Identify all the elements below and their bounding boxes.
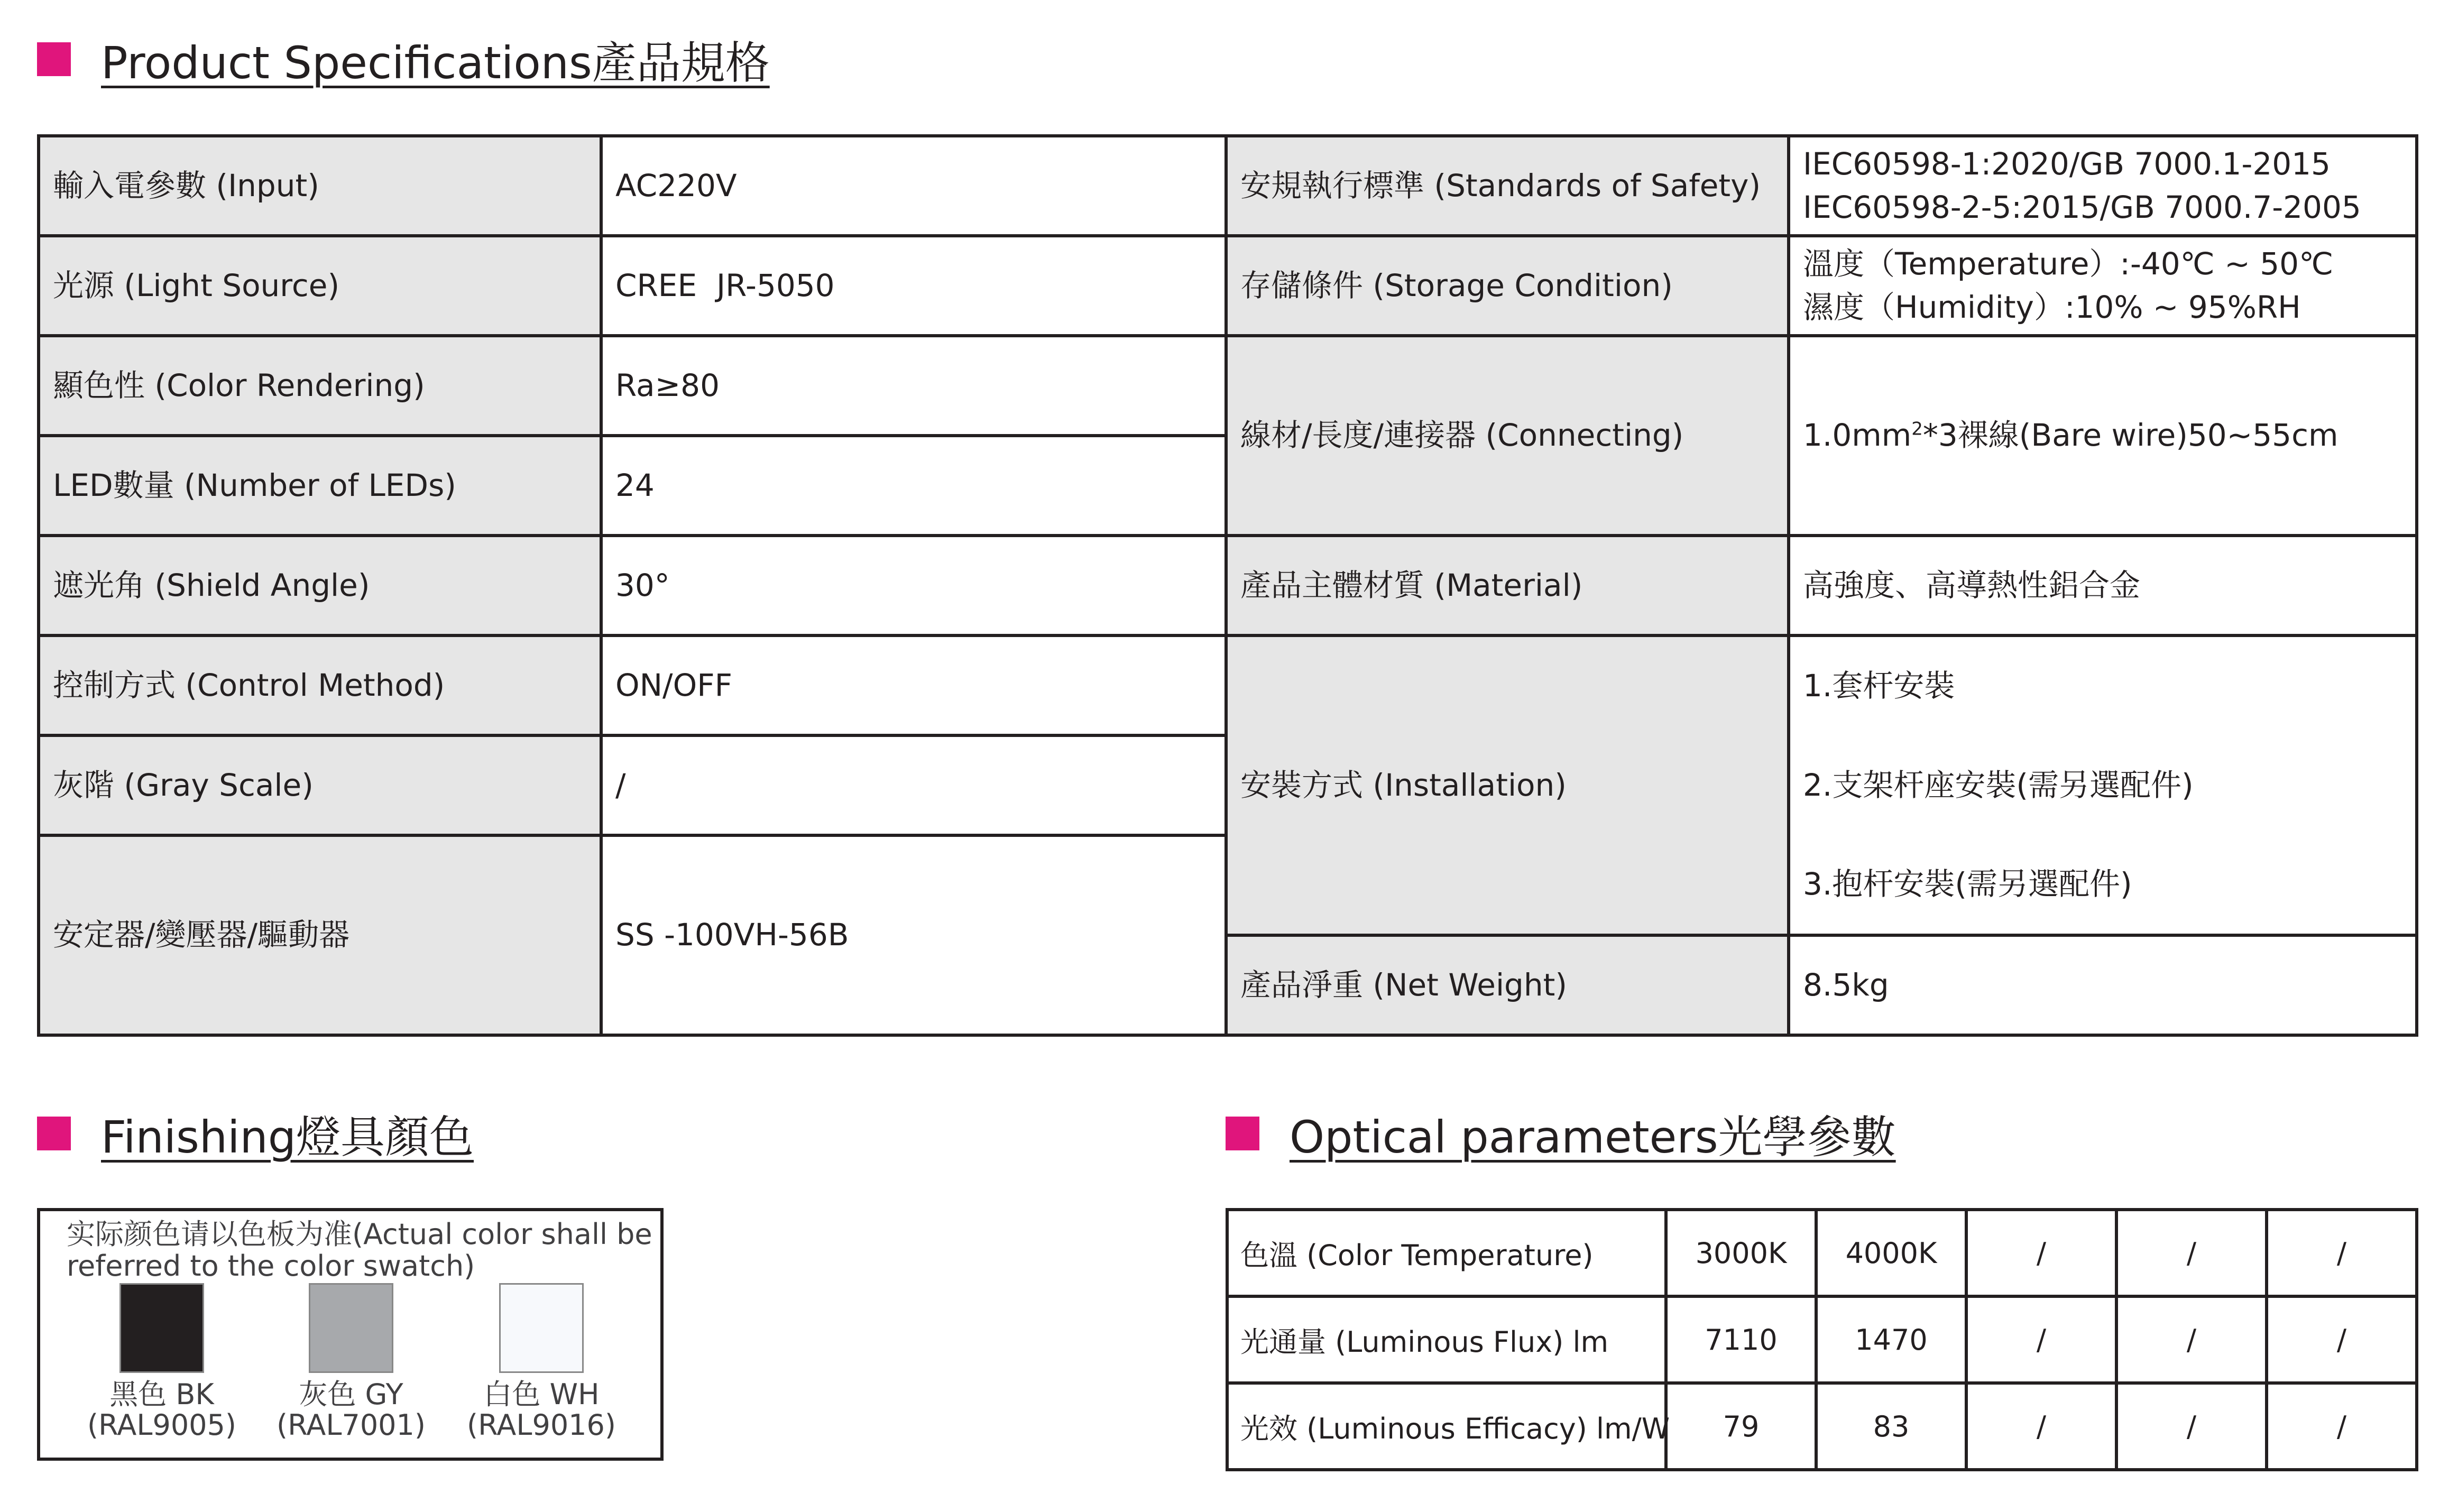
safety-standard-2: IEC60598-2-5:2015/GB 7000.7-2005	[1803, 189, 2361, 225]
spec-value-shield-angle: 30°	[601, 536, 1226, 635]
spec-value-net-weight: 8.5kg	[1789, 935, 2417, 1035]
swatch-gray-code: (RAL7001)	[277, 1408, 426, 1442]
accent-square-icon	[1226, 1117, 1259, 1150]
safety-standard-1: IEC60598-1:2020/GB 7000.1-2015	[1803, 146, 2331, 182]
spec-label-storage: 存儲條件 (Storage Condition)	[1226, 236, 1789, 336]
optic-cell: 1470	[1816, 1296, 1966, 1383]
spec-label-safety: 安規執行標準 (Standards of Safety)	[1226, 136, 1789, 236]
optic-label: 色溫 (Color Temperature)	[1227, 1210, 1666, 1296]
table-row	[1227, 1210, 2417, 1296]
optic-cell: /	[2116, 1210, 2267, 1296]
swatch-gray-name: 灰色 GY	[299, 1378, 403, 1411]
spec-label-gray-scale: 灰階 (Gray Scale)	[39, 735, 601, 835]
optic-cell: /	[2267, 1383, 2417, 1470]
spec-value-color-rendering: Ra≥80	[601, 336, 1226, 436]
finishing-swatch-box	[37, 1208, 664, 1461]
spec-label-installation: 安裝方式 (Installation)	[1226, 635, 1789, 935]
table-row	[39, 136, 2417, 236]
installation-1: 1.套杆安裝	[1789, 635, 2417, 735]
table-row	[39, 635, 2417, 735]
connecting-text: 1.0mm	[1803, 417, 1912, 454]
table-row	[39, 336, 2417, 436]
connecting-text-2: *3裸線(Bare wire)50~55cm	[1922, 417, 2338, 454]
spec-label-driver: 安定器/變壓器/驅動器	[39, 835, 601, 1035]
optic-cell: 83	[1816, 1383, 1966, 1470]
specs-table	[37, 134, 2418, 1037]
optic-cell: /	[1966, 1383, 2116, 1470]
swatch-white-code: (RAL9016)	[467, 1408, 616, 1442]
spec-value-input: AC220V	[601, 136, 1226, 236]
optic-cell: 3000K	[1666, 1210, 1816, 1296]
spec-value-leds: 24	[601, 436, 1226, 536]
spec-label-color-rendering: 顯色性 (Color Rendering)	[39, 336, 601, 436]
table-row	[1227, 1383, 2417, 1470]
spec-value-light-source: CREE JR-5050	[601, 236, 1226, 336]
table-row	[39, 236, 2417, 336]
optic-cell: /	[2116, 1383, 2267, 1470]
spec-value-driver: SS -100VH-56B	[601, 835, 1226, 1035]
table-row	[1227, 1296, 2417, 1383]
spec-value-storage	[1789, 236, 2417, 336]
accent-square-icon	[37, 1117, 71, 1150]
spec-label-net-weight: 產品淨重 (Net Weight)	[1226, 935, 1789, 1035]
optic-cell: /	[2267, 1210, 2417, 1296]
superscript: 2	[1911, 419, 1923, 440]
optic-cell: /	[1966, 1210, 2116, 1296]
optic-cell: /	[1966, 1296, 2116, 1383]
specs-heading	[37, 32, 770, 87]
spec-label-material: 產品主體材質 (Material)	[1226, 536, 1789, 635]
swatch-gray	[309, 1283, 393, 1373]
optic-cell: 4000K	[1816, 1210, 1966, 1296]
accent-square-icon	[37, 42, 71, 76]
spec-label-control: 控制方式 (Control Method)	[39, 635, 601, 735]
spec-label-light-source: 光源 (Light Source)	[39, 236, 601, 336]
optic-cell: /	[2116, 1296, 2267, 1383]
spec-label-input: 輸入電參數 (Input)	[39, 136, 601, 236]
optic-label: 光通量 (Luminous Flux) lm	[1227, 1296, 1666, 1383]
optical-heading-text: Optical parameters光學參數	[1290, 1111, 1896, 1163]
finishing-heading	[37, 1106, 474, 1161]
storage-temperature: 溫度（Temperature）:-40℃ ~ 50℃	[1803, 246, 2334, 282]
installation-2: 2.支架杆座安裝(需另選配件)	[1789, 735, 2417, 835]
color-swatch-note: 实际颜色请以色板为准(Actual color shall be referred to the color swatch)	[67, 1218, 652, 1283]
spec-value-gray-scale: /	[601, 735, 1226, 835]
optic-cell: 7110	[1666, 1296, 1816, 1383]
spec-label-connecting: 線材/長度/連接器 (Connecting)	[1226, 336, 1789, 536]
specs-heading-text: Product Specifications產品規格	[101, 36, 770, 89]
optical-table	[1226, 1208, 2418, 1471]
spec-value-safety	[1789, 136, 2417, 236]
swatch-white	[499, 1283, 584, 1373]
swatch-black-code: (RAL9005)	[87, 1408, 236, 1442]
optical-heading	[1226, 1106, 1896, 1161]
spec-value-material: 高強度、高導熱性鋁合金	[1789, 536, 2417, 635]
installation-3: 3.抱杆安裝(需另選配件)	[1789, 835, 2417, 935]
finishing-heading-text: Finishing燈具顏色	[101, 1111, 474, 1163]
swatch-white-name: 白色 WH	[483, 1378, 600, 1411]
optic-cell: /	[2267, 1296, 2417, 1383]
optic-label: 光效 (Luminous Efficacy) lm/W	[1227, 1383, 1666, 1470]
optic-cell: 79	[1666, 1383, 1816, 1470]
swatch-black	[119, 1283, 204, 1373]
swatch-black-name: 黑色 BK	[109, 1378, 214, 1411]
spec-label-shield-angle: 遮光角 (Shield Angle)	[39, 536, 601, 635]
storage-humidity: 濕度（Humidity）:10% ~ 95%RH	[1803, 289, 2301, 325]
spec-label-leds: LED數量 (Number of LEDs)	[39, 436, 601, 536]
spec-value-control: ON/OFF	[601, 635, 1226, 735]
table-row	[39, 536, 2417, 635]
spec-value-connecting	[1789, 336, 2417, 536]
